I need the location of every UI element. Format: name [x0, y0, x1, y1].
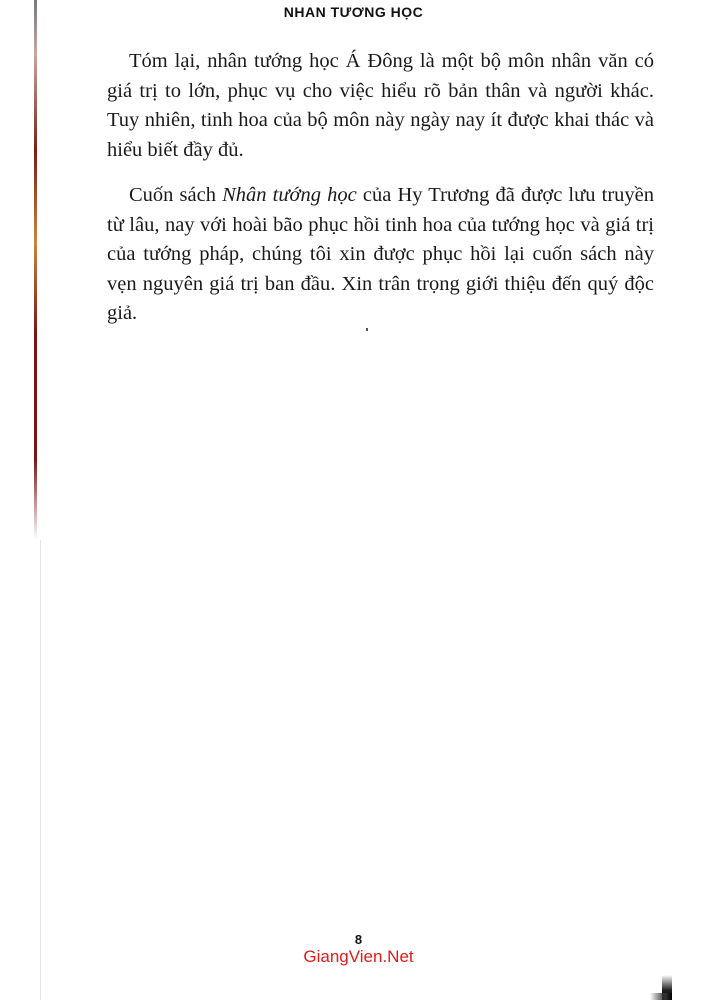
paragraph-summary: Tóm lại, nhân tướng học Á Đông là một bộ môn nhân văn có giá trị to lớn, phục vụ cho việc hiểu rõ bản thân và người khác. Tuy nhiên, tinh hoa của bộ môn này ngày nay ít được khai thác và hiểu biết đầy đủ.	[107, 50, 654, 161]
paragraph-text-rest: của Hy Trương đã được lưu truyền từ lâu, nay với hoài bão phục hồi tinh hoa của tướng học và giá trị của tướng pháp, chúng tôi xin được phục hồi lại cuốn sách này vẹn nguyên giá trị ban đầu. Xin trân trọng giới thiệu đến quý độc giả.	[107, 184, 654, 324]
scan-corner-shadow-foot	[650, 993, 672, 1000]
running-header: NHAN TƯƠNG HỌC	[283, 4, 424, 20]
paragraph-book-introduction	[107, 181, 654, 329]
paragraph-text-start: Cuốn sách	[129, 184, 223, 206]
book-binding-edge	[34, 0, 37, 540]
book-binding-edge-faint	[40, 540, 41, 1000]
watermark-link[interactable]: GiangVien.Net	[303, 947, 414, 966]
book-title-italic: Nhân tướng học	[222, 184, 357, 206]
body-text	[107, 47, 654, 345]
scan-speck	[366, 328, 368, 331]
page-number: 8	[354, 932, 363, 947]
